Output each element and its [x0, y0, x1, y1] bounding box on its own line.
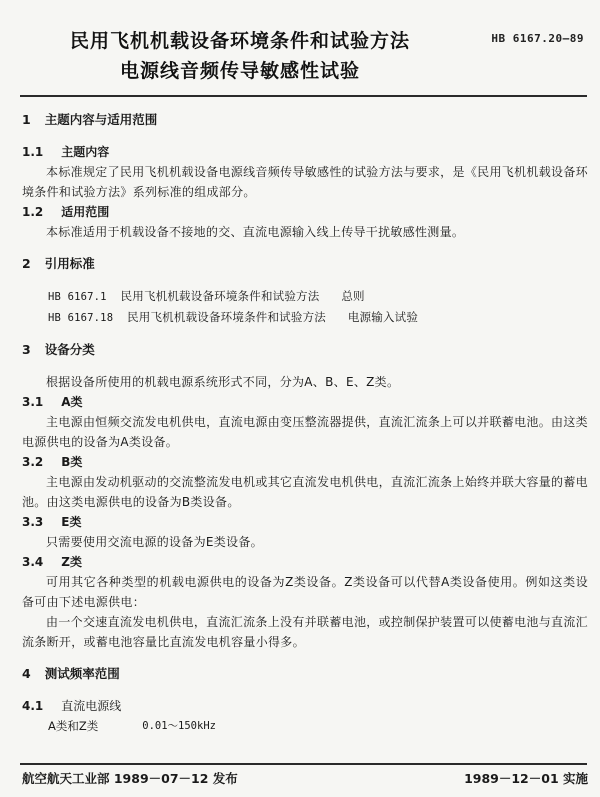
- section-4-heading: [22, 664, 588, 684]
- section-title: 测试频率范围: [44, 666, 120, 681]
- section-3-1-text: 主电源由恒频交流发电机供电，直流电源由变压整流器提供，直流汇流条上可以并联蓄电池。由这类电源供电的设备为A类设备。: [22, 415, 588, 449]
- document-title: 民用飞机机载设备环境条件和试验方法: [69, 30, 410, 52]
- issue-date: 航空航天工业部 1989－07－12 发布: [22, 771, 238, 786]
- reference-part: 总则: [341, 289, 365, 303]
- reference-code: HB 6167.18: [48, 312, 114, 324]
- section-3-intro: 根据设备所使用的机载电源系统形式不同，分为A、B、E、Z类。: [46, 375, 400, 389]
- section-number: 3.2: [22, 455, 44, 469]
- section-number: 2: [22, 256, 31, 271]
- section-3-2-heading: [22, 452, 588, 472]
- section-title: 适用范围: [61, 205, 110, 219]
- section-1-2-heading: [22, 202, 588, 222]
- section-number: 1: [22, 112, 31, 127]
- section-1-2-text: 本标准适用于机载设备不接地的交、直流电源输入线上传导干扰敏感性测量。: [46, 225, 465, 239]
- frequency-range-value: 0.01～150kHz: [142, 720, 216, 732]
- section-1-1-text: 本标准规定了民用飞机机载设备电源线音频传导敏感性的试验方法与要求，是《民用飞机机载设备环境条件和试验方法》系列标准的组成部分。: [22, 165, 588, 199]
- standard-code: HB 6167.20—89: [491, 32, 584, 45]
- section-3-4-heading: [22, 552, 588, 572]
- section-3-4-example: 由一个交速直流发电机供电，直流汇流条上没有并联蓄电池，或控制保护装置可以使蓄电池与直流汇流条断开，或蓄电池容量比直流发电机容量小得多。: [22, 615, 588, 649]
- section-1-1-heading: [22, 142, 588, 162]
- section-4-1-heading: [22, 696, 588, 716]
- section-number: 4.1: [22, 699, 44, 713]
- section-title: E类: [61, 515, 82, 529]
- section-title: B类: [61, 455, 83, 469]
- section-title: 引用标准: [44, 256, 95, 271]
- document-subtitle: 电源线音频传导敏感性试验: [119, 60, 360, 82]
- section-number: 3.4: [22, 555, 44, 569]
- reference-item: [22, 307, 588, 328]
- section-3-1-heading: [22, 392, 588, 412]
- section-number: 1.1: [22, 145, 44, 159]
- reference-title: 民用飞机机载设备环境条件和试验方法: [127, 310, 326, 324]
- effective-date: 1989－12－01 实施: [464, 771, 588, 786]
- section-3-heading: [22, 340, 588, 360]
- header-divider: [20, 95, 587, 97]
- section-title: 主题内容与适用范围: [44, 112, 158, 127]
- section-3-3-heading: [22, 512, 588, 532]
- footer: [22, 769, 588, 787]
- section-3-4-text: 可用其它各种类型的机载电源供电的设备为Z类设备。Z类设备可以代替A类设备使用。例如这类设备可由下述电源供电：: [22, 575, 588, 609]
- section-1-heading: [22, 110, 588, 130]
- section-title: A类: [61, 395, 83, 409]
- section-title: 直流电源线: [61, 699, 122, 713]
- reference-item: [22, 286, 588, 307]
- section-title: 主题内容: [61, 145, 110, 159]
- frequency-row: [22, 716, 588, 736]
- section-number: 3.3: [22, 515, 44, 529]
- section-number: 3: [22, 342, 31, 357]
- section-2-heading: [22, 254, 588, 274]
- frequency-class-label: A类和Z类: [48, 719, 99, 733]
- section-number: 4: [22, 666, 31, 681]
- section-title: 设备分类: [44, 342, 95, 357]
- reference-part: 电源输入试验: [347, 310, 419, 324]
- section-number: 1.2: [22, 205, 44, 219]
- document-body: [22, 110, 588, 736]
- reference-title: 民用飞机机载设备环境条件和试验方法: [120, 289, 320, 303]
- section-title: Z类: [61, 555, 82, 569]
- reference-code: HB 6167.1: [48, 291, 107, 303]
- section-3-2-text: 主电源由发动机驱动的交流整流发电机或其它直流发电机供电，直流汇流条上始终并联大容量的蓄电池。由这类电源供电的设备为B类设备。: [22, 475, 588, 509]
- footer-divider: [20, 763, 587, 765]
- section-3-3-text: 只需要使用交流电源的设备为E类设备。: [46, 535, 263, 549]
- section-number: 3.1: [22, 395, 44, 409]
